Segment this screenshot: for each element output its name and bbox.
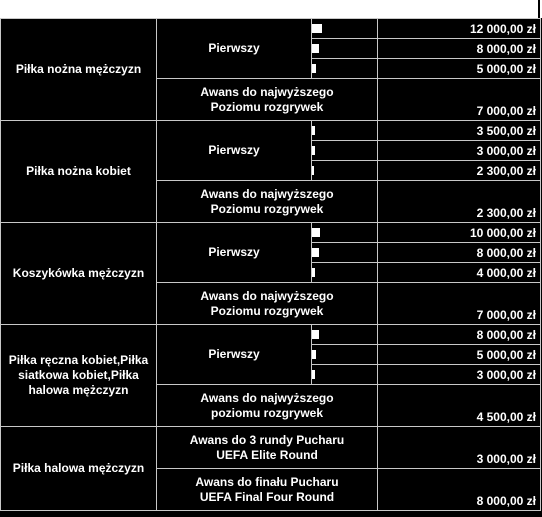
amount-cell: 8 000,00 zł (378, 243, 541, 263)
amount-bar (312, 370, 315, 379)
sport-cell (1, 325, 157, 427)
cup-row (1, 427, 541, 469)
amount-bar (312, 146, 315, 155)
place-cell: Pierwszy (157, 19, 312, 79)
amount-bar (312, 228, 320, 237)
prize-table (0, 18, 541, 511)
cell-line: UEFA Elite Round (216, 447, 318, 462)
amount-bar (312, 44, 319, 53)
cup-amount-cell: 3 000,00 zł (378, 427, 541, 469)
amount-bar-cell (312, 325, 378, 345)
amount-cell: 8 000,00 zł (378, 325, 541, 345)
amount-bar-cell (312, 19, 378, 39)
cell-line: Awans do finału Pucharu (195, 474, 339, 489)
amount-bar (312, 24, 322, 33)
prize-row (1, 121, 541, 141)
cell-line: Piłka halowa mężczyzn (28, 368, 139, 397)
amount-bar-cell (312, 141, 378, 161)
cell-line: Piłka ręczna kobiet, (8, 353, 121, 367)
cup-amount-cell: 8 000,00 zł (378, 469, 541, 511)
amount-bar (312, 350, 316, 359)
cell-line: Piłka nożna kobiet (26, 164, 131, 178)
sport-cell: Piłka halowa mężczyzn (1, 427, 157, 511)
promotion-amount-cell: 7 000,00 zł (378, 283, 541, 325)
amount-bar (312, 64, 316, 73)
amount-bar-cell (312, 223, 378, 243)
sport-cell (1, 121, 157, 223)
sport-cell (1, 223, 157, 325)
amount-cell: 8 000,00 zł (378, 39, 541, 59)
amount-bar (312, 330, 319, 339)
amount-cell: 5 000,00 zł (378, 59, 541, 79)
place-cell: Pierwszy (157, 325, 312, 385)
promotion-label-cell (157, 283, 378, 325)
cell-line: Awans do najwyższego (200, 288, 334, 303)
cell-line: Poziomu rozgrywek (210, 99, 324, 114)
amount-cell: 5 000,00 zł (378, 345, 541, 365)
cell-line: Awans do 3 rundy Pucharu (189, 432, 345, 447)
cell-line: Poziomu rozgrywek (210, 201, 324, 216)
place-cell: Pierwszy (157, 121, 312, 181)
amount-bar-cell (312, 59, 378, 79)
top-band-divider (538, 0, 540, 18)
amount-bar-cell (312, 263, 378, 283)
cell-line: Awans do najwyższego (200, 390, 334, 405)
promotion-amount-cell: 2 300,00 zł (378, 181, 541, 223)
amount-bar-cell (312, 345, 378, 365)
cell-line: Koszykówka mężczyzn (12, 266, 145, 280)
amount-cell: 3 000,00 zł (378, 365, 541, 385)
prize-row (1, 19, 541, 39)
cell-line: Poziomu rozgrywek (210, 303, 324, 318)
promotion-amount-cell: 4 500,00 zł (378, 385, 541, 427)
amount-bar-cell (312, 243, 378, 263)
amount-cell: 12 000,00 zł (378, 19, 541, 39)
cell-line: Awans do najwyższego (200, 84, 334, 99)
amount-bar-cell (312, 365, 378, 385)
top-white-band (0, 0, 542, 18)
promotion-label-cell (157, 181, 378, 223)
cell-line: UEFA Final Four Round (199, 489, 335, 504)
amount-cell: 3 500,00 zł (378, 121, 541, 141)
promotion-amount-cell: 7 000,00 zł (378, 79, 541, 121)
place-cell: Pierwszy (157, 223, 312, 283)
prize-row (1, 325, 541, 345)
amount-bar-cell (312, 161, 378, 181)
amount-cell: 2 300,00 zł (378, 161, 541, 181)
cell-line: Piłka siatkowa kobiet, (18, 353, 149, 382)
amount-cell: 3 000,00 zł (378, 141, 541, 161)
amount-bar-cell (312, 121, 378, 141)
cell-line: Awans do najwyższego (200, 186, 334, 201)
amount-bar-cell (312, 39, 378, 59)
amount-cell: 10 000,00 zł (378, 223, 541, 243)
amount-bar (312, 166, 314, 175)
amount-bar (312, 248, 319, 257)
cell-line: Piłka nożna mężczyzn (15, 62, 142, 76)
cell-line: poziomu rozgrywek (210, 405, 323, 420)
promotion-label-cell (157, 79, 378, 121)
amount-cell: 4 000,00 zł (378, 263, 541, 283)
amount-bar (312, 126, 315, 135)
sport-cell (1, 19, 157, 121)
promotion-label-cell (157, 385, 378, 427)
cup-label-cell (157, 427, 378, 469)
amount-bar (312, 268, 315, 277)
prize-row (1, 223, 541, 243)
cup-label-cell (157, 469, 378, 511)
